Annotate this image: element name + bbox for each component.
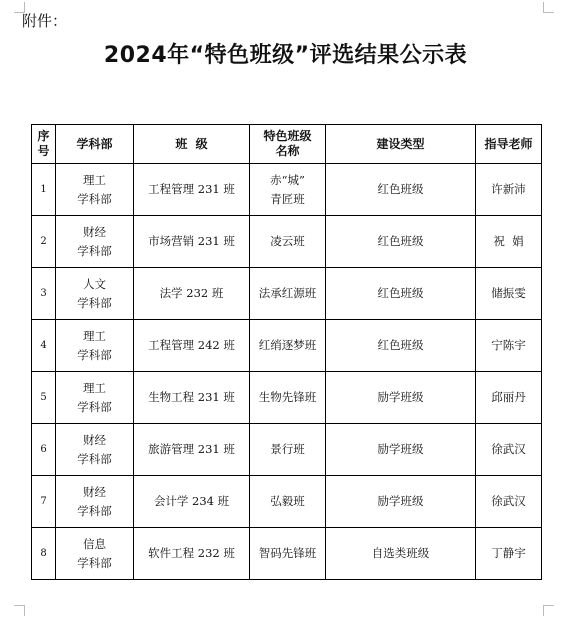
table-row [32,372,542,424]
cell-class: 工程管理 231 班 [134,164,250,216]
cell-type: 励学班级 [326,372,476,424]
cell-class: 旅游管理 231 班 [134,424,250,476]
cell-no: 3 [32,268,56,320]
table-row [32,164,542,216]
cell-teacher: 邱丽丹 [476,372,542,424]
cell-dept: 理工 学科部 [56,372,134,424]
cell-type: 红色班级 [326,164,476,216]
page-corner-mark [14,605,25,616]
cell-dept: 信息 学科部 [56,528,134,580]
header-class: 班 级 [134,125,250,164]
table-row [32,476,542,528]
cell-feature-name: 赤“城” 青匠班 [250,164,326,216]
cell-class: 会计学 234 班 [134,476,250,528]
cell-no: 6 [32,424,56,476]
cell-type: 红色班级 [326,216,476,268]
cell-teacher: 储振雯 [476,268,542,320]
cell-dept: 财经 学科部 [56,424,134,476]
cell-dept: 人文 学科部 [56,268,134,320]
cell-feature-name: 生物先锋班 [250,372,326,424]
cell-teacher: 徐武汉 [476,424,542,476]
header-no: 序 号 [32,125,56,164]
cell-feature-name: 智码先锋班 [250,528,326,580]
header-type: 建设类型 [326,125,476,164]
cell-feature-name: 景行班 [250,424,326,476]
table-row [32,268,542,320]
cell-teacher: 丁静宇 [476,528,542,580]
table-header-row [32,125,542,164]
cell-type: 自选类班级 [326,528,476,580]
cell-no: 8 [32,528,56,580]
cell-no: 7 [32,476,56,528]
cell-class: 工程管理 242 班 [134,320,250,372]
cell-teacher: 宁陈宇 [476,320,542,372]
cell-class: 生物工程 231 班 [134,372,250,424]
table-row [32,424,542,476]
cell-feature-name: 弘毅班 [250,476,326,528]
cell-feature-name: 法承红源班 [250,268,326,320]
document-title: 2024年“特色班级”评选结果公示表 [103,43,468,68]
cell-type: 励学班级 [326,424,476,476]
cell-dept: 理工 学科部 [56,320,134,372]
cell-no: 2 [32,216,56,268]
cell-feature-name: 红绡逐梦班 [250,320,326,372]
cell-class: 法学 232 班 [134,268,250,320]
header-dept: 学科部 [56,125,134,164]
header-teacher: 指导老师 [476,125,542,164]
page-corner-mark [543,2,554,13]
cell-no: 5 [32,372,56,424]
page-corner-mark [543,605,554,616]
cell-teacher: 许新沛 [476,164,542,216]
cell-dept: 财经 学科部 [56,216,134,268]
results-table [31,124,542,580]
table-row [32,320,542,372]
cell-type: 红色班级 [326,320,476,372]
cell-teacher: 徐武汉 [476,476,542,528]
cell-no: 1 [32,164,56,216]
attachment-label: 附件： [22,12,68,30]
cell-dept: 理工 学科部 [56,164,134,216]
cell-type: 红色班级 [326,268,476,320]
table-row [32,216,542,268]
header-feature-name: 特色班级 名称 [250,125,326,164]
cell-type: 励学班级 [326,476,476,528]
cell-feature-name: 凌云班 [250,216,326,268]
cell-dept: 财经 学科部 [56,476,134,528]
cell-teacher: 祝 娟 [476,216,542,268]
cell-class: 市场营销 231 班 [134,216,250,268]
cell-class: 软件工程 232 班 [134,528,250,580]
table-row [32,528,542,580]
cell-no: 4 [32,320,56,372]
